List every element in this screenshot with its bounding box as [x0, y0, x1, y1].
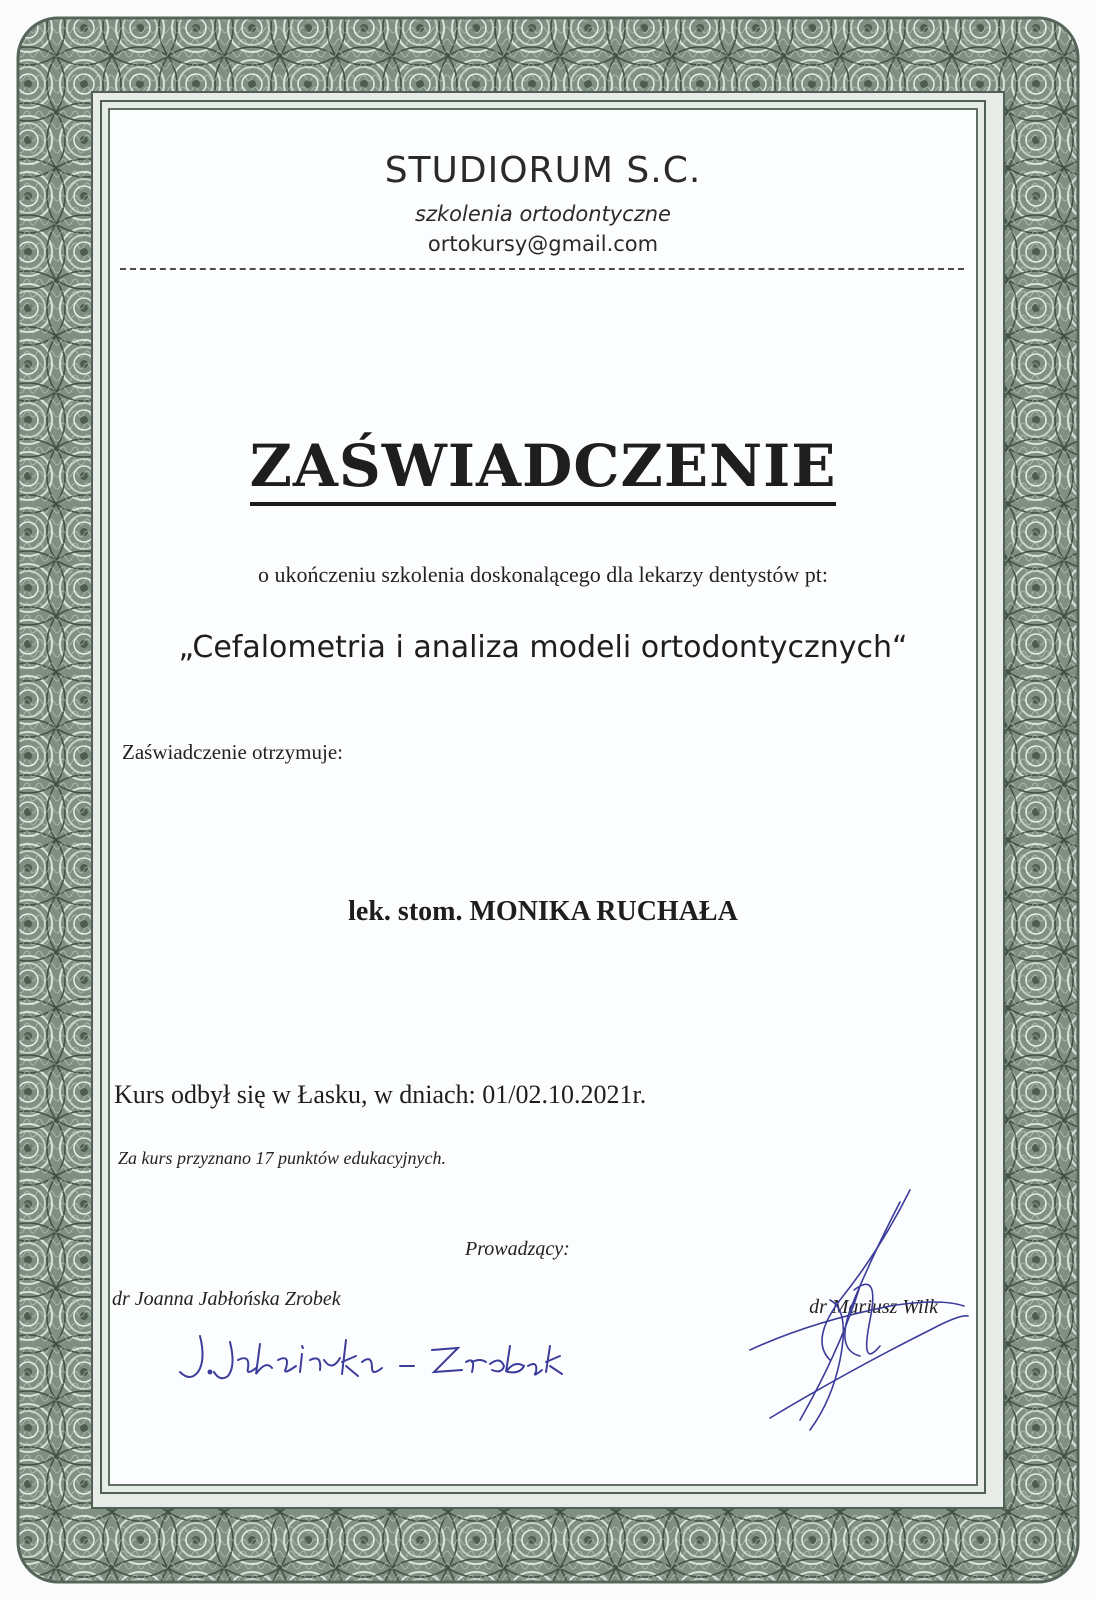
- signature-2-drawing: [750, 1190, 968, 1430]
- course-place-date: Kurs odbył się w Łasku, w dniach: 01/02.10.2021r.: [114, 1080, 647, 1109]
- company-email: ortokursy@gmail.com: [427, 232, 659, 256]
- certificate-intro: o ukończeniu szkolenia doskonalącego dla lekarzy dentystów pt:: [258, 562, 828, 587]
- recipient-name: lek. stom. MONIKA RUCHAŁA: [348, 896, 738, 927]
- certificate-body: [108, 108, 978, 1486]
- lead-label: Prowadzący:: [465, 1238, 570, 1260]
- handwritten-signatures: [110, 110, 980, 1488]
- signatory-1: dr Joanna Jabłońska Zrobek: [112, 1288, 341, 1310]
- course-title: „Cefalometria i analiza modeli ortodontycznych“: [178, 630, 908, 665]
- recipient-label: Zaświadczenie otrzymuje:: [122, 740, 343, 764]
- signatory-2: dr Mariusz Wilk: [809, 1296, 938, 1318]
- company-name: STUDIORUM S.C.: [384, 150, 702, 191]
- education-points: Za kurs przyznano 17 punktów edukacyjnych.: [118, 1148, 446, 1168]
- signature-1-drawing: [180, 1336, 562, 1378]
- company-subtitle: szkolenia ortodontyczne: [415, 202, 671, 226]
- heading-text: ZAŚWIADCZENIE: [250, 432, 837, 506]
